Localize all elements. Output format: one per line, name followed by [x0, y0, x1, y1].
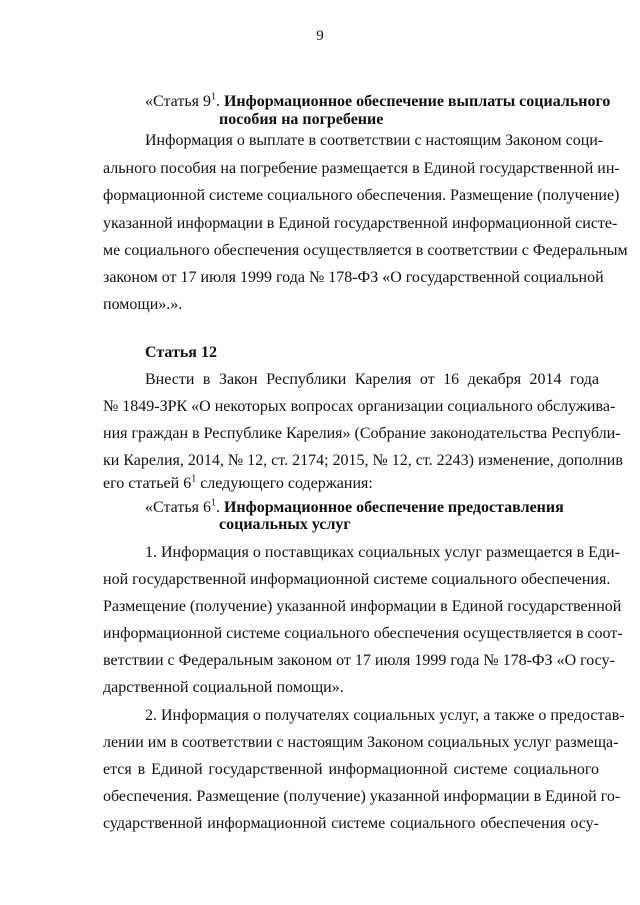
article-12-body-line: ния граждан в Республике Карелия» (Собрание законодательства Республи- — [103, 425, 621, 442]
article-6-1-p1-line: 1. Информация о поставщиках социальных услуг размещается в Еди- — [145, 544, 620, 561]
article-6-1-title-line2: социальных услуг — [219, 516, 351, 533]
article-12-last-superscript: 1 — [191, 473, 197, 485]
article-12-last-suffix: следующего содержания: — [196, 475, 373, 492]
article-12-body-last-line — [103, 474, 599, 494]
article-12-body-line: ки Карелия, 2014, № 12, ст. 2174; 2015, № 12, ст. 2243) изменение, дополнив — [103, 452, 623, 469]
article-6-1-p2-line: обеспечения. Размещение (получение) указанной информации в Единой го- — [103, 788, 621, 805]
article-9-1-title-line1: Информационное обеспечение выплаты социального — [223, 93, 611, 110]
article-9-1-body-line: помощи».». — [103, 296, 183, 313]
article-6-1-label: «Статья 6 — [145, 499, 211, 516]
article-6-1-dot: . — [215, 499, 220, 516]
article-12-last-prefix: его статьей 6 — [103, 475, 192, 492]
article-9-1-heading — [145, 91, 611, 112]
article-12-body-line: Внести в Закон Республики Карелия от 16 декабря 2014 года — [145, 371, 599, 388]
article-6-1-p2-line: 2. Информация о получателях социальных услуг, а также о предостав- — [145, 707, 625, 724]
article-12-body-line: № 1849-ЗРК «О некоторых вопросах организации социального обслужива- — [103, 398, 616, 415]
article-6-1-p1-line: дарственной социальной помощи». — [103, 679, 344, 696]
article-6-1-p1-line: Размещение (получение) указанной информации в Единой государственной — [103, 598, 622, 615]
article-6-1-p2-line: сударственной информационной системе социального обеспечения осу- — [103, 815, 599, 832]
article-6-1-superscript: 1 — [210, 497, 216, 509]
article-9-1-body-line: ме социального обеспечения осуществляется в соответствии с Федеральным — [103, 242, 628, 259]
article-6-1-title-line1: Информационное обеспечение предоставления — [223, 499, 564, 516]
page-number: 9 — [316, 28, 324, 44]
article-9-1-body-line: указанной информации в Единой государственной информационной систе- — [103, 215, 618, 232]
article-12-heading: Статья 12 — [145, 344, 217, 361]
article-9-1-body-line: формационной системе социального обеспечения. Размещение (получение) — [103, 187, 620, 204]
article-9-1-title-line2: пособия на погребение — [219, 111, 384, 128]
article-9-1-label: «Статья 9 — [145, 93, 211, 110]
article-6-1-p1-line: ветствии с Федеральным законом от 17 июля 1999 года № 178-ФЗ «О госу- — [103, 652, 615, 669]
article-9-1-body-line: ального пособия на погребение размещается в Единой государственной ин- — [103, 160, 620, 177]
article-6-1-p1-line: информационной системе социального обеспечения осуществляется в соот- — [103, 625, 623, 642]
article-6-1-p1-line: ной государственной информационной системе социального обеспечения. — [103, 571, 611, 588]
article-9-1-body-line: Информация о выплате в соответствии с настоящим Законом соци- — [145, 132, 604, 149]
article-9-1-body-line: законом от 17 июля 1999 года № 178-ФЗ «О государственной социальной — [103, 269, 604, 286]
article-9-1-superscript: 1 — [210, 91, 216, 103]
article-6-1-p2-line: лении им в соответствии с настоящим Законом социальных услуг размеща- — [103, 734, 619, 751]
article-9-1-dot: . — [215, 93, 220, 110]
article-6-1-p2-line: ется в Единой государственной информационной системе социального — [103, 761, 599, 778]
